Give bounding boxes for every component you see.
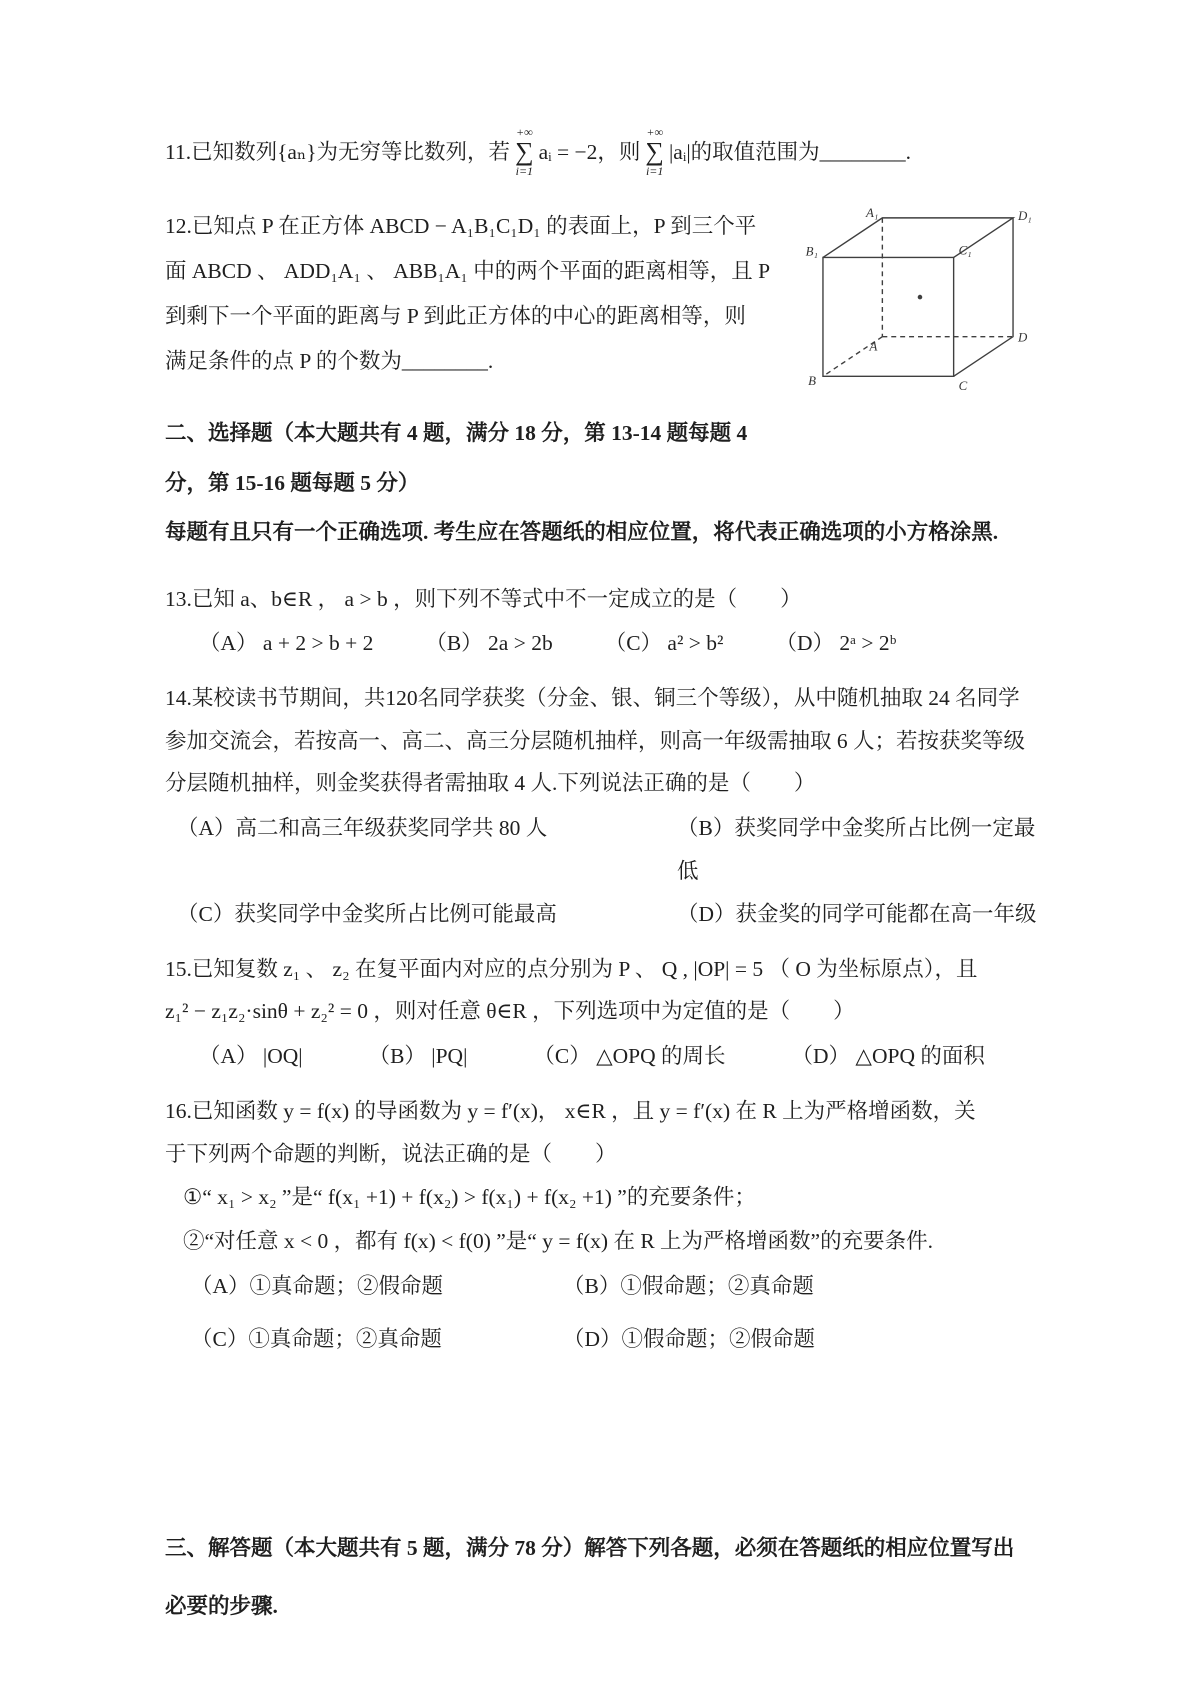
q14-option-d: （D）获金奖的同学可能都在高一年级 — [677, 901, 1037, 926]
q16-option-c: （C）①真命题；②真命题 — [191, 1327, 442, 1352]
question-12 — [165, 204, 1043, 394]
q12-line-3: 到剩下一个平面的距离与 P 到此正方体的中心的距离相等，则 — [165, 303, 746, 328]
section-2-header — [165, 409, 1043, 557]
q16-option-b: （B）①假命题；②真命题 — [563, 1274, 814, 1299]
q11-text-pre: 11.已知数列{aₙ}为无穷等比数列，若 — [165, 139, 511, 164]
sigma-icon: ∑ — [515, 137, 534, 167]
sum1-lower-limit: i=1 — [515, 164, 534, 179]
q16-propositions — [183, 1175, 1043, 1263]
cube-label-a: A — [869, 339, 878, 354]
q16-stem-line-1: 16.已知函数 y = f(x) 的导函数为 y = f′(x)， x∈R ，且 y = f′(x) 在 R 上为严格增函数，关 — [165, 1098, 976, 1123]
q16-option-a: （A）①真命题；②假命题 — [191, 1274, 444, 1299]
q15-option-c: （C） △OPQ 的周长 — [533, 1043, 726, 1068]
q14-stem — [165, 677, 1043, 805]
sum2-upper-limit: +∞ — [646, 125, 664, 139]
question-14 — [165, 677, 1043, 936]
q15-option-a: （A） |OQ| — [199, 1043, 303, 1068]
q12-line-1: 12.已知点 P 在正方体 ABCD − A₁B₁C₁D₁ 的表面上，P 到三个平 — [165, 214, 757, 239]
section-2-header-line-2: 每题有且只有一个正确选项. 考生应在答题纸的相应位置，将代表正确选项的小方格涂黑. — [165, 520, 999, 545]
q14-stem-line-2: 参加交流会，若按高一、高二、高三分层随机抽样，则高一年级需抽取 6 人；若按获奖等级 — [165, 728, 1026, 753]
q15-options — [199, 1035, 1043, 1078]
q11-text-post: 的取值范围为________. — [690, 139, 912, 164]
q14-option-b: （B）获奖同学中金奖所占比例一定最低 — [677, 815, 1036, 883]
q11-text-abs: |aᵢ| — [668, 139, 691, 164]
sigma-sum-2 — [645, 126, 664, 178]
sigma-icon: ∑ — [645, 137, 664, 167]
q16-stem-line-2: 于下列两个命题的判断，说法正确的是（ ） — [165, 1141, 617, 1166]
q14-stem-line-1: 14.某校读书节期间，共120名同学获奖（分金、银、铜三个等级），从中随机抽取 24 名同学 — [165, 686, 1020, 711]
exam-content — [165, 126, 1043, 1655]
sum2-lower-limit: i=1 — [645, 164, 664, 179]
q12-line-4: 满足条件的点 P 的个数为________. — [165, 348, 494, 373]
question-15 — [165, 948, 1043, 1078]
sum1-upper-limit: +∞ — [516, 125, 533, 139]
q16-options — [191, 1265, 1043, 1361]
q14-option-c: （C）获奖同学中金奖所占比例可能最高 — [177, 901, 557, 926]
q13-option-b: （B） 2a > 2b — [425, 631, 553, 656]
question-13 — [165, 578, 1043, 666]
q15-stem — [165, 948, 1043, 1033]
cube-center-dot — [918, 295, 923, 300]
q16-proposition-2: ②“对任意 x < 0 ，都有 f(x) < f(0) ”是“ y = f(x) 在 R 上为严格增函数”的充要条件. — [183, 1229, 933, 1254]
cube-label-c1: C₁ — [958, 243, 972, 258]
q14-stem-line-3: 分层随机抽样，则金奖获得者需抽取 4 人.下列说法正确的是（ ） — [165, 771, 816, 796]
question-16 — [165, 1090, 1043, 1361]
q15-stem-line-1: 15.已知复数 z₁ 、 z₂ 在复平面内对应的点分别为 P 、 Q , |OP| = 5 （ O 为坐标原点），且 — [165, 956, 978, 981]
q13-option-c: （C） a² > b² — [604, 631, 724, 656]
sigma-sum-1 — [515, 126, 534, 178]
q15-stem-line-2: z₁² − z₁z₂·sinθ + z₂² = 0 ，则对任意 θ∈R ，下列选项中为定值的是（ ） — [165, 999, 855, 1024]
cube-label-d: D — [1017, 331, 1028, 346]
section-2-header-line-1: 二、选择题（本大题共有 4 题，满分 18 分，第 13-14 题每题 4 分，第 15-16 题每题 5 分） — [165, 421, 748, 495]
q15-option-d: （D） △OPQ 的面积 — [791, 1043, 985, 1068]
q13-stem: 13.已知 a、b∈R ， a > b ，则下列不等式中不一定成立的是（ ） — [165, 586, 802, 611]
q16-option-d: （D）①假命题；②假命题 — [563, 1327, 816, 1352]
q15-option-b: （B） |PQ| — [368, 1043, 468, 1068]
cube-label-a1: A₁ — [866, 206, 879, 221]
section-3-header — [165, 1519, 1043, 1635]
q11-text-mid: aᵢ = −2，则 — [538, 139, 641, 164]
q16-stem — [165, 1090, 1043, 1175]
cube-figure — [793, 206, 1043, 404]
q14-option-a: （A）高二和高三年级获奖同学共 80 人 — [177, 815, 548, 840]
cube-label-b1: B₁ — [805, 244, 819, 259]
cube-label-b: B — [808, 374, 817, 389]
cube-label-c: C — [958, 379, 968, 394]
q14-options — [177, 807, 1043, 936]
q13-option-d: （D） 2ᵃ > 2ᵇ — [775, 631, 897, 656]
cube-label-d1: D₁ — [1017, 209, 1032, 224]
q16-proposition-1: ①“ x₁ > x₂ ”是“ f(x₁ +1) + f(x₂) > f(x₁) + f(x₂ +1) ”的充要条件； — [183, 1185, 756, 1210]
section-3-header-line-2: 必要的步骤. — [165, 1594, 278, 1619]
q13-options — [199, 622, 1043, 665]
q12-line-2: 面 ABCD 、 ADD₁A₁ 、 ABB₁A₁ 中的两个平面的距离相等，且 P — [165, 259, 771, 284]
section-3-header-line-1: 三、解答题（本大题共有 5 题，满分 78 分）解答下列各题，必须在答题纸的相应位置写出 — [165, 1536, 1015, 1561]
question-11 — [165, 126, 1043, 178]
q13-option-a: （A） a + 2 > b + 2 — [199, 631, 374, 656]
